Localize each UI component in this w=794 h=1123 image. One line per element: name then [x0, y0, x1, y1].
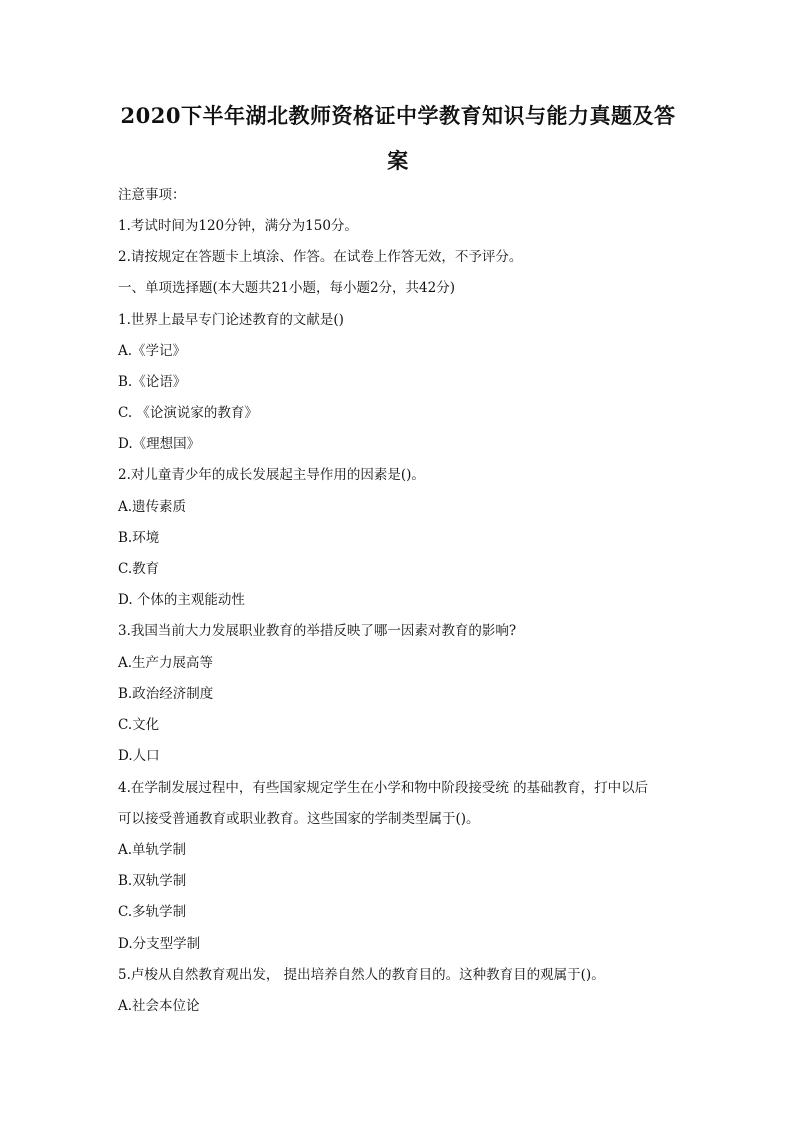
question-4-option-b: B.双轨学制: [118, 873, 187, 889]
question-2: 2.对儿童青少年的成长发展起主导作用的因素是()。: [118, 467, 425, 483]
question-3-option-d: D.人口: [118, 748, 160, 764]
question-2-option-d: D. 个体的主观能动性: [118, 592, 245, 608]
question-2-option-c: C.教育: [118, 561, 160, 577]
question-4-option-c: C.多轨学制: [118, 904, 187, 920]
question-1-option-b: B.《论语》: [118, 374, 187, 390]
document-title: 2020下半年湖北教师资格证中学教育知识与能力真题及答: [120, 103, 676, 128]
question-3-option-b: B.政治经济制度: [118, 686, 214, 702]
question-2-option-b: B.环境: [118, 530, 160, 546]
document-title-continuation: 案: [387, 148, 409, 173]
question-4: 4.在学制发展过程中，有些国家规定学生在小学和物中阶段接受统 的基础教育，打中以后: [118, 780, 649, 796]
notice-heading: 注意事项：: [118, 187, 186, 203]
question-4-option-a: A.单轨学制: [118, 842, 187, 858]
question-3: 3.我国当前大力发展职业教育的举措反映了哪一因素对教育的影响?: [118, 623, 517, 639]
question-5: 5.卢梭从自然教育观出发， 提出培养自然人的教育目的。这种教育目的观属于()。: [118, 967, 605, 983]
question-2-option-a: A.遗传素质: [118, 499, 187, 515]
question-3-option-c: C.文化: [118, 717, 160, 733]
question-4-continuation: 可以接受普通教育或职业教育。这些国家的学制类型属于()。: [118, 811, 480, 827]
question-1-option-c: C. 《论演说家的教育》: [118, 405, 258, 421]
question-5-option-a: A.社会本位论: [118, 998, 200, 1014]
section-heading: 一、单项选择题(本大题共21小题，每小题2分，共42分): [118, 280, 455, 296]
question-1: 1.世界上最早专门论述教育的文献是(): [118, 312, 344, 328]
question-3-option-a: A.生产力展高等: [118, 655, 214, 671]
notice-item-2: 2.请按规定在答题卡上填涂、作答。在试卷上作答无效，不予评分。: [118, 249, 523, 265]
question-1-option-d: D.《理想国》: [118, 436, 201, 452]
question-4-option-d: D.分支型学制: [118, 936, 201, 952]
question-1-option-a: A.《学记》: [118, 343, 187, 359]
notice-item-1: 1.考试时间为120分钟，满分为150分。: [118, 218, 358, 234]
